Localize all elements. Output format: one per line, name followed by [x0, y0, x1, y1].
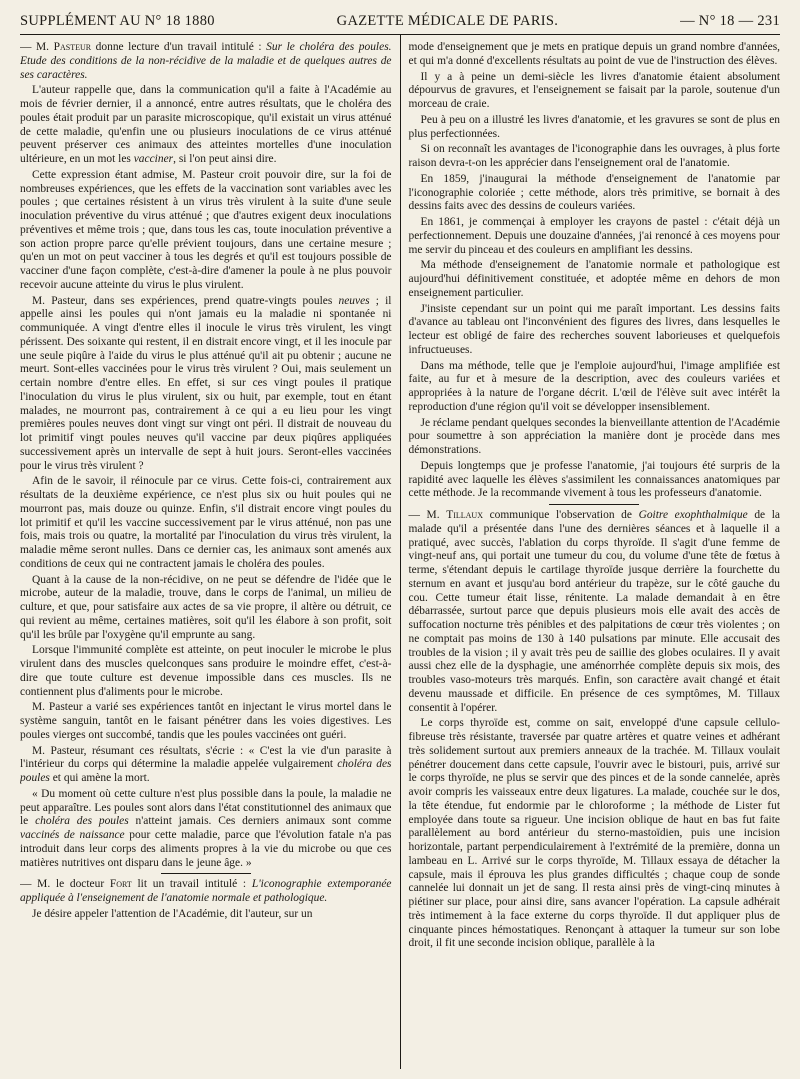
paragraph: mode d'enseignement que je mets en pratique depuis un grand nombre d'années, et qui m'a donné d'excellents résultats au point de vue de l'instruction des élèves.: [408, 41, 780, 67]
author-name: Tillaux: [446, 509, 483, 521]
author-name: Pasteur: [53, 41, 92, 53]
paragraph: Le corps thyroïde est, comme on sait, enveloppé d'une capsule cellulo-fibreuse très résistante, traversée par quatre artères et quatre veines et adhérant très solidement surtout aux premiers anneaux de la trachée. M. Tillaux voulait pénétrer doucement dans cette capsule, l'ouvrir avec le bistouri, puis, arrivé sur le corps thyroïde, ne plus se servir que des pinces et de la sonde cannelée, après avoir compris les vaisseaux entre deux ligatures. La malade, couchée sur le dos, la tête étendue, fut endormie par le chloroforme ; la méthode de Lister fut employée dans toute sa rigueur. Une incision oblique de haut en bas fut faite parallèlement au bord antérieur du sterno-mastoïdien, puis une incision horizontale, partant perpendiculairement à l'extrémité de la première, donna un lambeau en L. Arrivé sur le corps thyroïde, M. Tillaux essaya de détacher la capsule, mais il éprouva les plus grandes difficultés ; chaque coup de sonde cannelée lui donnait un jet de sang. Il resta ainsi près de vingt-cinq minutes à piétiner sur place, pour ainsi dire, sans avancer l'opération. La capsule adhérait très intimement à la face externe du corps thyroïde. Il dut appliquer plus de cinquante pinces hémostatiques. Renonçant à attaquer la tumeur sur son lobe droit, il fit une seconde incision oblique, parallèle à la: [408, 717, 780, 950]
paragraph: Je réclame pendant quelques secondes la bienveillante attention de l'Académie pour soumettre à son appréciation la manière dont je procède dans mes démonstrations.: [408, 416, 780, 456]
columns: [20, 35, 780, 1069]
paragraph: Cette expression étant admise, M. Pasteur croit pouvoir dire, sur la foi de nombreuses expériences, que les effets de la vaccination sont variables avec les poules ; que certaines résistent à un virus très virulent à la suite d'une seule inoculation préventive du virus atténué ; que d'autres exigent deux inoculations préventives et même trois ; que, dans tous les cas, toute inoculation préventive a son action propre parce qu'elle prévient toujours, dans une certaine mesure ; qu'en un mot on peut vacciner à tous les degrés et qu'il est toujours possible de vacciner d'une façon complète, c'est-à-dire d'amener la poule à ne plus pouvoir recevoir aucune atteinte du virus le plus virulent.: [20, 168, 392, 291]
paragraph: M. Pasteur a varié ses expériences tantôt en injectant le virus mortel dans le système sanguin, tantôt en le faisant pénétrer dans les voies digestives. Les poules vierges ont succombé, tandis que les poules vaccinées ont guéri.: [20, 701, 392, 741]
paragraph: — M. le docteur Fort lit un travail intitulé : L'iconographie extemporanée appliquée à l'enseignement de l'anatomie normale et pathologique.: [20, 878, 392, 904]
paragraph: En 1861, je commençai à employer les crayons de pastel : c'était déjà un perfectionnement. Depuis une douzaine d'années, j'ai renoncé à ces moyens pour me servir du pinceau et des couleurs en amplifiant les dessins.: [408, 216, 780, 256]
article-title: Goitre exophthalmique: [638, 509, 748, 521]
paragraph: Je désire appeler l'attention de l'Académie, dit l'auteur, sur un: [32, 907, 313, 920]
paragraph: — M. Pasteur donne lecture d'un travail intitulé : Sur le choléra des poules. Etude des conditions de la non-récidive de la maladie et de quelques autres de ses caractères.: [20, 41, 392, 81]
paragraph: Depuis longtemps que je professe l'anatomie, j'ai toujours été surpris de la rapidité avec laquelle les élèves s'assimilent les connaissances anatomiques par cette méthode. Je la recommande vivement à tous les professeurs d'anatomie.: [408, 459, 780, 500]
article-title: L'iconographie extemporanée appliquée à l'enseignement de l'anatomie normale et pathologique.: [20, 878, 392, 904]
paragraph: Quant à la cause de la non-récidive, on ne peut se défendre de l'idée que le microbe, auteur de la maladie, trouve, dans le corps de l'animal, un milieu de culture, et que, pour satisfaire aux actes de sa vie propre, il altère ou détruit, ce qui revient au même, certaines matières, soit qu'il les élabore à son profit, soit qu'il les brûle par l'oxygène qu'il emprunte au sang.: [20, 573, 392, 641]
paragraph: En 1859, j'inaugurai la méthode d'enseignement de l'anatomie par l'iconographie coloriée ; cette méthode, alors très primitive, se bornait à des dessins faits avec des dessins de couleurs variées.: [408, 172, 780, 213]
paragraph: L'auteur rappelle que, dans la communication qu'il a faite à l'Académie au mois de février dernier, il a annoncé, entre autres résultats, que le choléra des poules était produit par un parasite microscopique, qu'il existait un virus atténué de cette maladie, qu'enfin une ou plusieurs inoculations de ce virus atténué peuvent préserver ces animaux des atteintes mortelles d'une inoculation ultérieure, en un mot les vacciner, si l'on peut ainsi dire.: [20, 84, 392, 165]
header-right: — N° 18 — 231: [680, 13, 780, 29]
section-divider: [161, 873, 251, 874]
paragraph: Ma méthode d'enseignement de l'anatomie normale et pathologique est aujourd'hui définitivement constituée, et adoptée même en dehors de mon enseignement particulier.: [408, 259, 780, 299]
paragraph: Si on reconnaît les avantages de l'iconographie dans les ouvrages, à plus forte raison devra-t-on les apprécier dans l'enseignement oral de l'anatomie.: [408, 143, 780, 169]
header-center: GAZETTE MÉDICALE DE PARIS.: [336, 13, 559, 29]
paragraph: J'insiste cependant sur un point qui me paraît important. Les dessins faits d'avance au tableau ont l'inconvénient des figures des livres, dans lesquelles le lecteur est obligé de faire des recherches souvent laborieuses et quelquefois infructueuses.: [408, 302, 780, 356]
section-divider: [549, 504, 639, 505]
page-header: [20, 10, 780, 32]
article-title: Sur le choléra des poules. Etude des conditions de la non-récidive de la maladie et de quelques autres de ses caractères.: [20, 41, 392, 81]
paragraph: — M. Tillaux communique l'observation de Goitre exophthalmique de la malade qu'il a présentée dans l'une des dernières séances et à laquelle il a pratiqué, avec succès, l'ablation du corps thyroïde. Il s'agit d'une femme de vingt-neuf ans, qui portait une tumeur du cou, du volume d'une tête de fœtus à terme, s'étendant depuis le cartilage thyroïde jusque derrière la fourchette du sternum en avant et jusqu'au bord antérieur du trapèze, sur le côté gauche du cou. Cette tumeur était lisse, rénitente. La malade demandait à en être débarrassée, surtout parce que depuis plusieurs mois elle avait des accès de suffocation nocturne très pénibles et des palpitations de cœur très violentes ; on ne comptait pas moins de 130 à 140 pulsations par minute. Elle accusait des troubles de la vision ; il y avait très peu de saillie des globes oculaires. Il y avait aussi chez elle de la dysphagie, une aménorrhée complète depuis six mois, des troubles vaso-moteurs très marqués. Enfin, son caractère avait changé et était devenu maussade et difficile. En présence de ces symptômes, M. Tillaux consentit à l'opérer.: [408, 509, 780, 714]
author-name: Fort: [109, 878, 132, 891]
paragraph: Dans ma méthode, telle que je l'emploie aujourd'hui, l'image amplifiée est faite, au fur et à mesure de la description, avec des couleurs variées et appropriées à la nature de l'organe décrit. L'œil de l'élève suit avec intérêt la reproduction d'une région qu'il voit se développer insensiblement.: [408, 359, 780, 413]
paragraph: Afin de le savoir, il réinocule par ce virus. Cette fois-ci, contrairement aux résultats de la deuxième expérience, ce n'est plus six ou huit poules qui ne mourront pas, mais douze ou quinze. Enfin, s'il distrait encore vingt poules du lot primitif et qu'il les vaccine successivement par le virus atténué, non pas une fois, mais trois ou quatre, la mortalité par l'inoculation du virus très virulent, la maladie même seront nulles. Dans ce dernier cas, les animaux sont amenés aux conditions de ceux qui ne contractent jamais le choléra des poules.: [20, 475, 392, 570]
paragraph: Lorsque l'immunité complète est atteinte, on peut inoculer le microbe le plus virulent dans des muscles quelconques sans produire le moindre effet, c'est-à-dire que toute culture est devenue impossible dans ces muscles. Ils ne contiennent plus d'aliments pour le microbe.: [20, 644, 392, 698]
right-column: [401, 35, 781, 1069]
paragraph: « Du moment où cette culture n'est plus possible dans la poule, la maladie ne peut apparaître. Les poules sont alors dans l'état constitutionnel des animaux que le choléra des poules n'atteint jamais. Ces derniers animaux sont comme vaccinés de naissance pour cette maladie, parce que l'évolution fatale n'a pas introduit dans leur corps des aliments propres à la vie du microbe ou que ces matières nutritives ont disparu dans le jeune âge. »: [20, 787, 392, 869]
paragraph: Peu à peu on a illustré les livres d'anatomie, et les gravures se sont de plus en plus perfectionnées.: [408, 113, 780, 140]
paragraph: M. Pasteur, dans ses expériences, prend quatre-vingts poules neuves ; il appelle ainsi les poules qui n'ont jamais eu la maladie ni spontanée ni communiquée. A vingt d'entre elles il inocule le virus très virulent, les vingt périssent. Des soixante qui restent, il en distrait encore vingt, et il les inocule par une seule piqûre à l'aide du virus le plus atténué qu'il ait pu obtenir ; aucune ne meurt. Sont-elles vaccinées pour le virus très virulent ? Oui, mais seulement un certain nombre d'entre elles. En effet, si sur ces vingt poules il pratique l'inoculation du virus le plus virulent, six ou huit, par exemple, tout en étant malades, ne mourront pas, contrairement à ce qui a eu lieu pour les vingt premières poules neuves dont vingt sur vingt ont péri. Il distrait de nouveau du lot primitif vingt poules neuves qu'il vaccine par deux piqûres appliquées successivement après un intervalle de sept à huit jours. Seront-elles vaccinées pour le virus très virulent ?: [20, 294, 392, 472]
paragraph: M. Pasteur, résumant ces résultats, s'écrie : « C'est la vie d'un parasite à l'intérieur du corps qui détermine la maladie appelée vulgairement choléra des poules et qui amène la mort.: [20, 744, 392, 784]
paragraph: Il y a à peine un demi-siècle les livres d'anatomie étaient absolument dépourvus de gravures, et l'enseignement se faisait par la parole, soutenue d'un morceau de craie.: [408, 70, 780, 110]
header-left: SUPPLÉMENT AU N° 18 1880: [20, 13, 215, 29]
left-column: [20, 35, 400, 1069]
